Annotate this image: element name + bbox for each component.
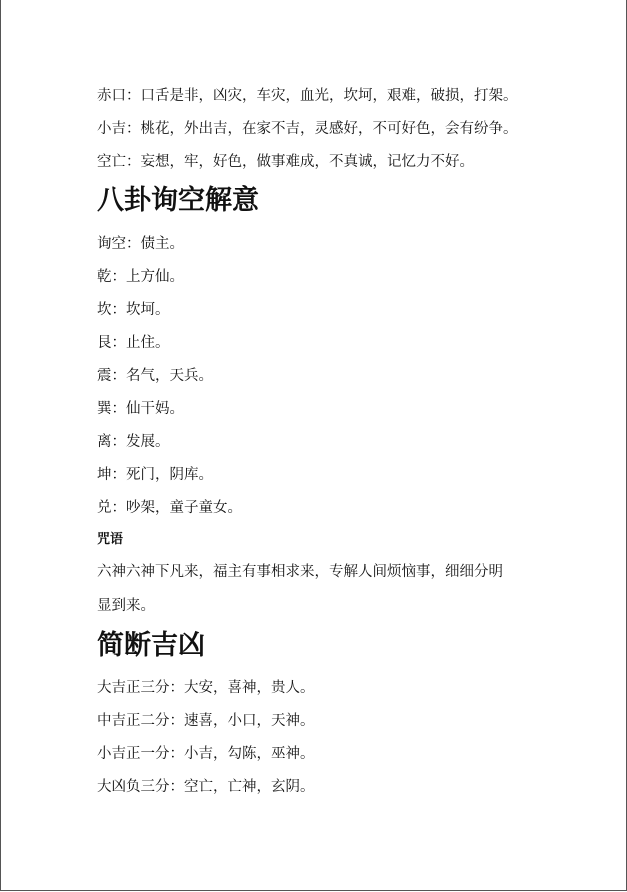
jixiong-line: 大凶负三分：空亡，亡神，玄阴。 (97, 779, 315, 795)
bagua-line: 坤：死门，阴库。 (97, 467, 213, 483)
mantra-line: 六神六神下凡来，福主有事相求来，专解人间烦恼事，细细分明 (97, 564, 503, 580)
intro-line-chikou: 赤口：口舌是非，凶灾，车灾，血光，坎坷，艰难，破损，打架。 (97, 88, 518, 104)
bagua-line: 兑：吵架，童子童女。 (97, 500, 242, 516)
section-heading-bagua: 八卦询空解意 (97, 185, 259, 216)
section-heading-jixiong: 简断吉凶 (97, 630, 205, 661)
jixiong-line: 小吉正一分：小吉，勾陈，巫神。 (97, 746, 315, 762)
bagua-line: 离：发展。 (97, 434, 170, 450)
intro-line-xiaoji: 小吉：桃花，外出吉，在家不吉，灵感好，不可好色，会有纷争。 (97, 121, 518, 137)
bagua-line: 艮：止住。 (97, 335, 170, 351)
jixiong-line: 大吉正三分：大安，喜神，贵人。 (97, 680, 315, 696)
bagua-line: 乾：上方仙。 (97, 269, 184, 285)
bagua-line: 询空：债主。 (97, 236, 184, 252)
mantra-heading: 咒语 (97, 532, 124, 547)
jixiong-line: 中吉正二分：速喜，小口，天神。 (97, 713, 315, 729)
bagua-line: 巽：仙干妈。 (97, 401, 184, 417)
intro-line-kongwang: 空亡：妄想，牢，好色，做事难成，不真诚，记忆力不好。 (97, 154, 474, 170)
bagua-line: 震：名气，天兵。 (97, 368, 213, 384)
bagua-line: 坎：坎坷。 (97, 302, 170, 318)
mantra-line: 显到来。 (97, 598, 155, 614)
